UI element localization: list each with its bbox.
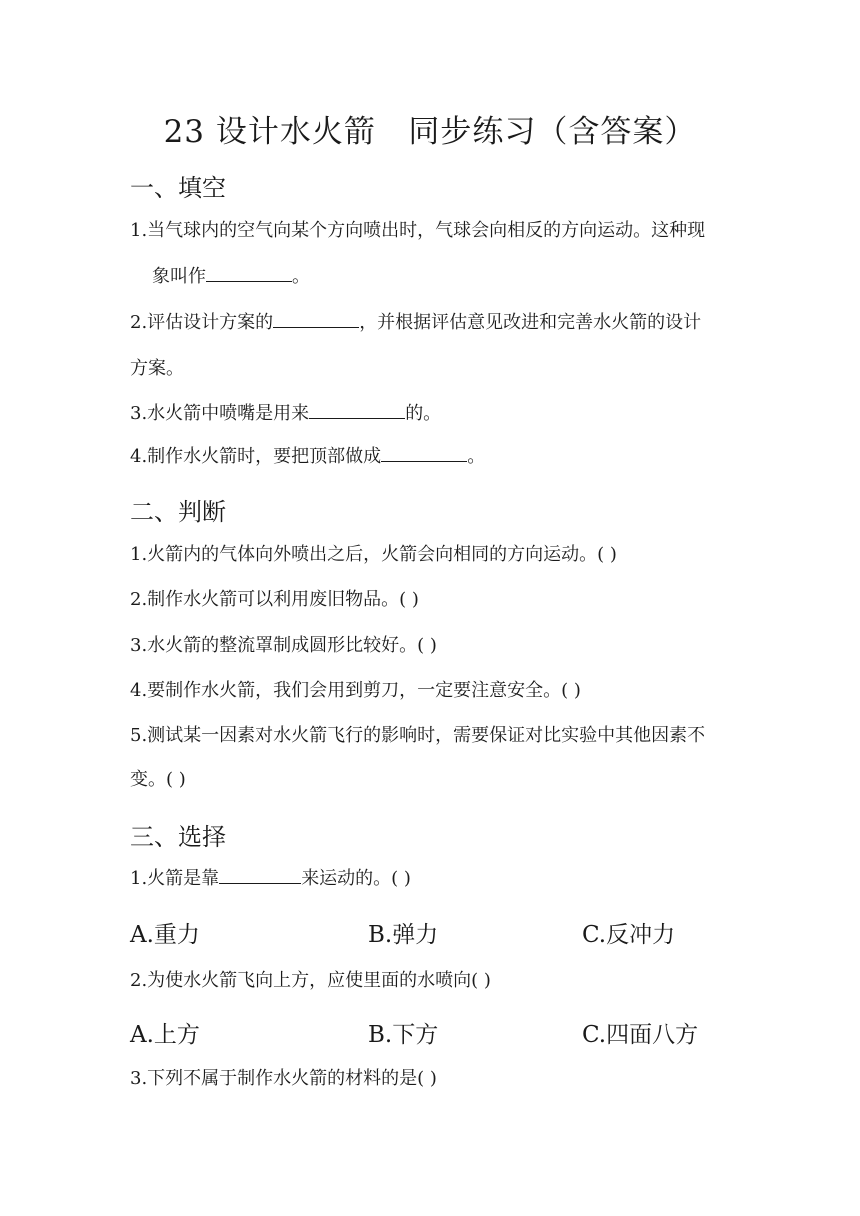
fill-question-2-text-a: 2.评估设计方案的 xyxy=(130,312,274,333)
fill-question-3-text-a: 3.水火箭中喷嘴是用来 xyxy=(130,403,310,424)
choice-question-3: 3.下列不属于制作水火箭的材料的是( ) xyxy=(130,1068,437,1089)
answer-blank xyxy=(381,445,467,462)
fill-question-4-text-b: 。 xyxy=(467,446,486,467)
fill-question-1-text-a: 象叫作 xyxy=(152,266,206,287)
judge-question-2: 2.制作水火箭可以利用废旧物品。( ) xyxy=(130,589,419,610)
choice-question-1-text-a: 1.火箭是靠 xyxy=(130,868,220,889)
judge-question-5-line-2: 变。( ) xyxy=(130,769,186,790)
fill-question-4 xyxy=(130,442,734,468)
choice-question-1 xyxy=(130,864,734,890)
section-heading-fill: 一、填空 xyxy=(130,174,226,202)
judge-question-1: 1.火箭内的气体向外喷出之后，火箭会向相同的方向运动。( ) xyxy=(130,544,617,565)
choice-1-option-c: C.反冲力 xyxy=(582,922,676,948)
fill-question-4-text-a: 4.制作水火箭时，要把顶部做成 xyxy=(130,446,382,467)
answer-blank xyxy=(273,311,359,328)
judge-question-5-line-1: 5.测试某一因素对水火箭飞行的影响时，需要保证对比实验中其他因素不 xyxy=(130,725,706,746)
fill-question-2-line-1 xyxy=(130,308,734,334)
answer-blank xyxy=(309,402,405,419)
choice-2-option-c: C.四面八方 xyxy=(582,1022,699,1048)
fill-question-2-text-b: ，并根据评估意见改进和完善水火箭的设计 xyxy=(359,312,702,333)
fill-question-1-line-2 xyxy=(152,262,756,288)
judge-question-4: 4.要制作水火箭，我们会用到剪刀，一定要注意安全。( ) xyxy=(130,680,581,701)
fill-question-3 xyxy=(130,399,734,425)
choice-1-option-b: B.弹力 xyxy=(368,922,439,948)
choice-2-option-a: A.上方 xyxy=(130,1022,200,1048)
fill-question-3-text-b: 的。 xyxy=(405,403,442,424)
choice-2-option-b: B.下方 xyxy=(368,1022,439,1048)
choice-question-2: 2.为使水火箭飞向上方，应使里面的水喷向( ) xyxy=(130,970,491,991)
fill-question-1-line-1: 1.当气球内的空气向某个方向喷出时，气球会向相反的方向运动。这种现 xyxy=(130,220,706,241)
choice-question-1-text-b: 来运动的。( ) xyxy=(301,868,411,889)
fill-question-1-text-b: 。 xyxy=(292,266,310,287)
section-heading-choice: 三、选择 xyxy=(130,823,226,851)
judge-question-3: 3.水火箭的整流罩制成圆形比较好。( ) xyxy=(130,635,437,656)
fill-question-2-line-2: 方案。 xyxy=(130,358,184,379)
section-heading-judge: 二、判断 xyxy=(130,498,226,526)
answer-blank xyxy=(219,867,301,884)
answer-blank xyxy=(206,265,292,282)
choice-1-option-a: A.重力 xyxy=(130,922,200,948)
page-title: 23 设计水火箭 同步练习（含答案） xyxy=(163,114,697,150)
